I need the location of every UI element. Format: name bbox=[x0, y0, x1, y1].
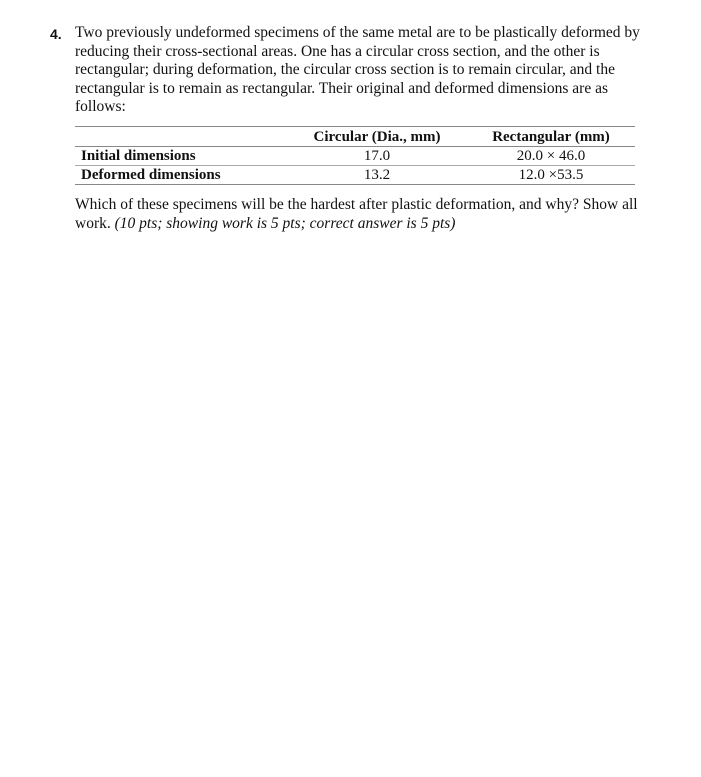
cell-initial-rectangular: 20.0 × 46.0 bbox=[516, 148, 586, 164]
followup-question bbox=[75, 196, 655, 233]
cell-initial-circular: 17.0 bbox=[363, 148, 391, 164]
points-note: (10 pts; showing work is 5 pts; correct answer is 5 pts) bbox=[114, 214, 456, 232]
table-row bbox=[75, 147, 635, 166]
question-text: Two previously undeformed specimens of the same metal are to be plastically deformed by reducing their cross-sectional areas. One has a circular cross section, and the other is rectangular; during deformation, the circular cross section is to remain circular, and the rectangular is to remain as rectangular. Their original and deformed dimensions are as follows: bbox=[75, 24, 640, 116]
row-label-initial: Initial dimensions bbox=[81, 148, 196, 164]
table-row bbox=[75, 166, 635, 185]
table-header-row bbox=[75, 127, 635, 147]
row-label-deformed: Deformed dimensions bbox=[81, 167, 221, 183]
cell-deformed-circular: 13.2 bbox=[363, 167, 391, 183]
dimensions-table bbox=[75, 126, 635, 185]
header-rectangular: Rectangular (mm) bbox=[492, 129, 610, 145]
header-circular: Circular (Dia., mm) bbox=[313, 129, 441, 145]
followup-text: Which of these specimens will be the hardest after plastic deformation, and why? Show all work. bbox=[75, 196, 638, 232]
question-number: 4. bbox=[50, 26, 62, 42]
cell-deformed-rectangular: 12.0 ×53.5 bbox=[518, 167, 584, 183]
header-blank bbox=[75, 127, 287, 147]
